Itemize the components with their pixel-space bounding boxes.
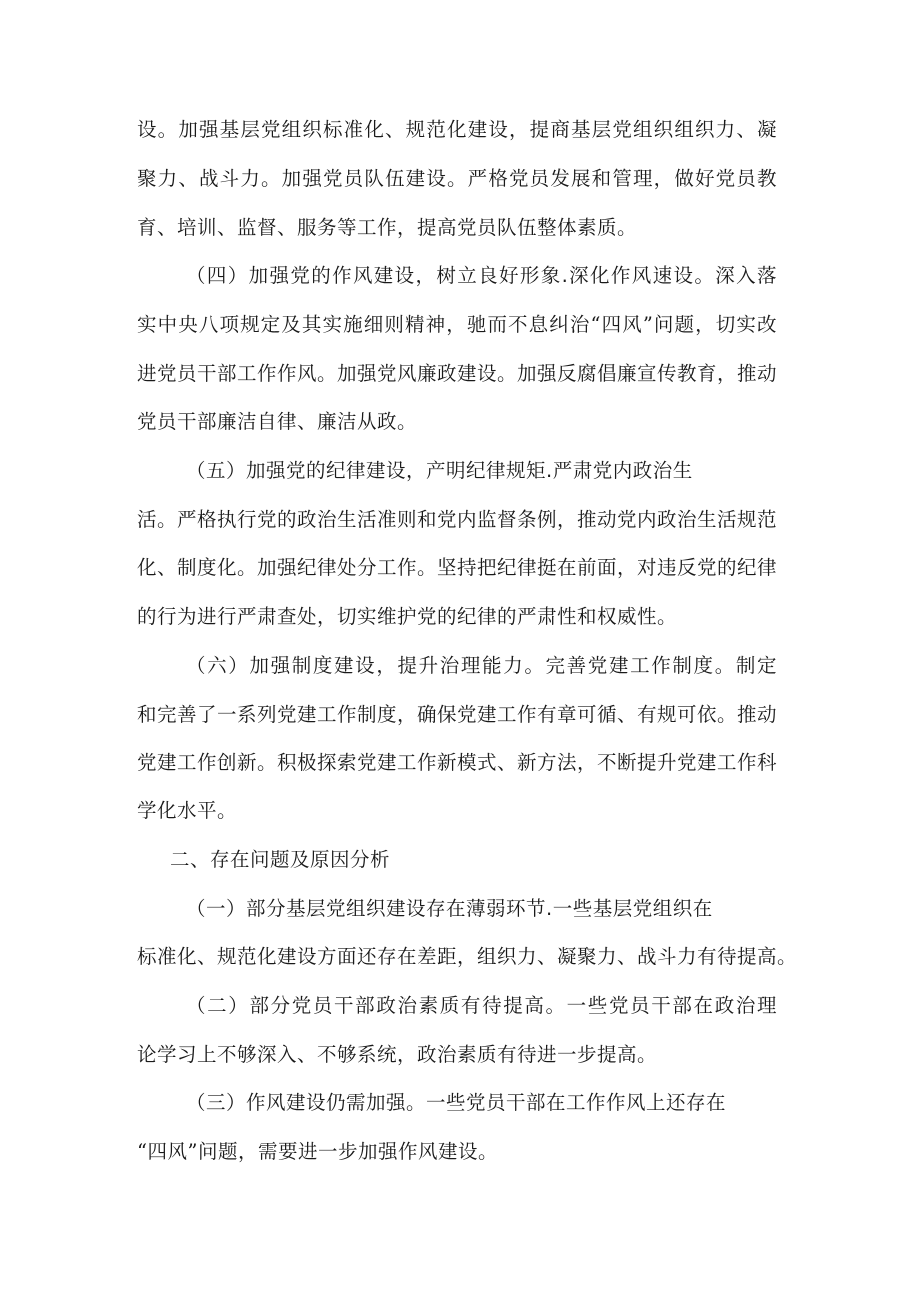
body-text-line: 化、制度化。加强纪律处分工作。坚持把纪律挺在前面，对违反党的纪律 xyxy=(137,556,778,579)
section-heading-line: （二）部分党员干部政治素质有待提高。一些党员干部在政治理 xyxy=(186,994,777,1017)
body-text-line: 论学习上不够深入、不够系统，政治素质有待进一步提高。 xyxy=(137,1043,658,1066)
body-text-line: 党员干部廉洁自律、廉洁从政。 xyxy=(137,410,418,433)
body-text-line: 标准化、规范化建设方面还存在差距，组织力、凝聚力、战斗力有待提高。 xyxy=(137,945,798,968)
body-text-line: 设。加强基层党组织标准化、规范化建设，提商基层党组织组织力、凝 xyxy=(137,118,777,141)
body-text-line: 活。严格执行党的政治生活准则和党内监督条例，推动党内政治生活规范 xyxy=(137,508,778,531)
section-heading-line: （四）加强党的作风建设，树立良好形象.深化作风速设。深入落 xyxy=(186,264,777,287)
body-text-line: 进党员干部工作作风。加强党风廉政建设。加强反腐倡廉宣传教育，推动 xyxy=(137,362,778,385)
section-heading-line: （六）加强制度建设，提升治理能力。完善党建工作制度。制定 xyxy=(186,654,777,677)
body-text-line: 育、培训、监督、服务等工作，提高党员队伍整体素质。 xyxy=(137,216,638,239)
section-heading-line: （五）加强党的纪律建设，产明纪律规矩.严肃党内政治生 xyxy=(186,459,693,482)
chapter-heading: 二、存在问题及原因分析 xyxy=(170,848,391,871)
section-heading-line: （一）部分基层党组织建设存在薄弱环节.一些基层党组织在 xyxy=(186,897,713,920)
body-text-line: 的行为进行严肃查处，切实维护党的纪律的严肃性和权威性。 xyxy=(137,605,678,628)
body-text-line: 和完善了一系列党建工作制度，确保党建工作有章可循、有规可依。推动 xyxy=(137,703,778,726)
body-text-line: 实中央八项规定及其实施细则精神，驰而不息纠治“四风”问题，切实改 xyxy=(137,313,777,336)
section-heading-line: （三）作风建设仍需加强。一些党员干部在工作作风上还存在 xyxy=(186,1091,727,1114)
body-text-line: 学化水平。 xyxy=(137,799,238,822)
body-text-line: “四风”问题，需要进一步加强作风建设。 xyxy=(137,1140,498,1163)
body-text-line: 党建工作创新。积极探索党建工作新模式、新方法，不断提升党建工作科 xyxy=(137,751,778,774)
body-text-line: 聚力、战斗力。加强党员队伍建设。严格党员发展和管理，做好党员教 xyxy=(137,167,777,190)
